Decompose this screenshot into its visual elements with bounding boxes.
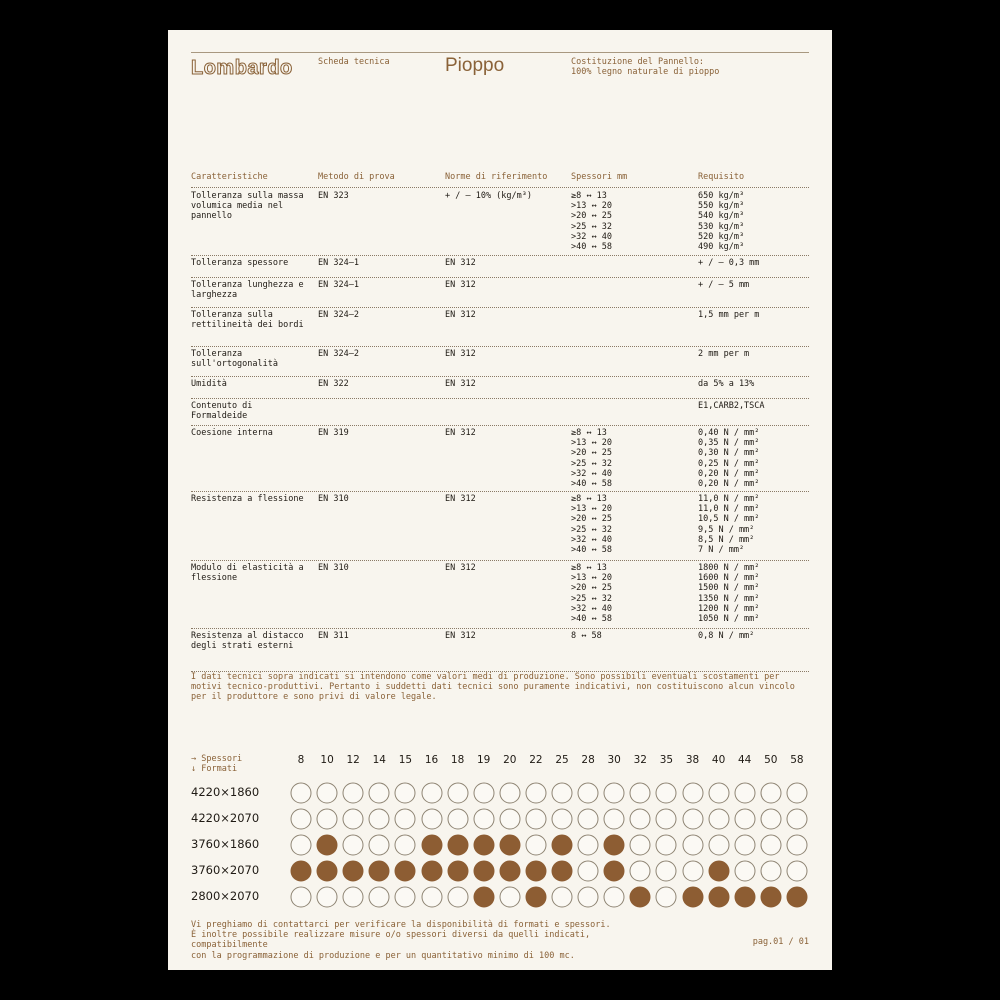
norm-cell: EN 312 — [445, 494, 476, 504]
thickness-value: ≥8 ↔ 13 — [571, 428, 607, 438]
requirement-value: 530 kg/m³ — [698, 221, 745, 232]
unavailable-dot — [604, 783, 625, 804]
table-row — [191, 277, 809, 308]
name-cell: Tolleranza sull'ortogonalità — [191, 349, 278, 370]
thickness-value: >25 ↔ 32 — [571, 593, 612, 604]
unavailable-dot — [656, 861, 677, 882]
method-cell: EN 310 — [318, 494, 349, 504]
requirement-cell — [698, 379, 754, 389]
col-header-norm: Norme di riferimento — [445, 172, 548, 182]
thickness-header: 35 — [659, 754, 674, 766]
requirement-value: 1050 N / mm² — [698, 614, 760, 625]
unavailable-dot — [734, 835, 755, 856]
unavailable-dot — [447, 783, 468, 804]
document-type: Scheda tecnica — [318, 57, 390, 67]
available-dot — [473, 887, 494, 908]
thickness-header: 20 — [503, 754, 517, 766]
thickness-header: 16 — [424, 754, 439, 766]
requirement-value: 0,30 N / mm² — [698, 448, 760, 459]
available-dot — [552, 861, 573, 882]
thickness-value: >32 ↔ 40 — [571, 534, 612, 545]
unavailable-dot — [734, 861, 755, 882]
thickness-value: >40 ↔ 58 — [571, 242, 612, 253]
available-dot — [473, 835, 494, 856]
thickness-header: 44 — [738, 754, 752, 766]
thickness-header: 58 — [790, 754, 804, 766]
thickness-cell — [571, 631, 602, 641]
unavailable-dot — [447, 887, 468, 908]
thickness-value: ≥8 ↔ 13 — [571, 191, 607, 201]
thickness-value: >25 ↔ 32 — [571, 458, 612, 469]
unavailable-dot — [525, 809, 546, 830]
thickness-header: 38 — [685, 754, 700, 766]
unavailable-dot — [786, 783, 807, 804]
thickness-value: >32 ↔ 40 — [571, 231, 612, 242]
unavailable-dot — [786, 861, 807, 882]
requirement-cell — [698, 191, 744, 252]
footer-note: Vi preghiamo di contattarci per verificare la disponibilità di formati e spessori. È inoltre possibile realizzare misure o/o spessori diversi da quelli indicati, compatibilmente con la programmazione di produzione e per un quantitativo minimo di 100 mc. — [191, 920, 611, 961]
name-cell: Tolleranza sulla massa volumica media nel pannello — [191, 191, 304, 222]
thickness-value: ≥8 ↔ 13 — [571, 494, 607, 504]
requirement-value: 0,20 N / mm² — [698, 468, 760, 479]
name-cell: Resistenza a flessione — [191, 494, 304, 504]
thickness-cell — [571, 191, 612, 252]
unavailable-dot — [343, 835, 364, 856]
requirement-value: 1,5 mm per m — [698, 310, 760, 320]
requirement-value: + / – 0,3 mm — [698, 258, 760, 268]
method-cell: EN 324–1 — [318, 280, 359, 290]
unavailable-dot — [369, 783, 390, 804]
unavailable-dot — [656, 809, 677, 830]
requirement-value: 0,25 N / mm² — [698, 458, 760, 469]
norm-cell: EN 312 — [445, 258, 476, 268]
requirement-cell — [698, 310, 759, 320]
thickness-header: 12 — [346, 754, 360, 766]
thickness-value: >32 ↔ 40 — [571, 468, 612, 479]
requirement-value: 540 kg/m³ — [698, 211, 745, 222]
requirement-value: 7 N / mm² — [698, 545, 745, 556]
unavailable-dot — [760, 783, 781, 804]
top-rule — [191, 52, 809, 53]
requirement-value: 0,40 N / mm² — [698, 428, 760, 438]
disclaimer-text: I dati tecnici sopra indicati si intendono come valori medi di produzione. Sono possibili eventuali scostamenti per motivi tecnico-produttivi. Pertanto i suddetti dati tecnici sono puramente indicativi, non costituiscono alcun vincolo per il produttore e sono privi di valore legale. — [191, 672, 795, 703]
requirement-value: 1200 N / mm² — [698, 603, 760, 614]
col-header-requirement: Requisito — [698, 172, 745, 182]
name-cell: Contenuto di Formaldeide — [191, 401, 253, 422]
unavailable-dot — [656, 887, 677, 908]
format-label: 2800×2070 — [191, 889, 260, 903]
unavailable-dot — [682, 861, 703, 882]
requirement-cell — [698, 428, 759, 489]
unavailable-dot — [578, 887, 599, 908]
requirement-cell — [698, 401, 765, 411]
requirement-value: 0,35 N / mm² — [698, 438, 760, 449]
method-cell: EN 323 — [318, 191, 349, 201]
unavailable-dot — [682, 835, 703, 856]
table-row — [191, 255, 809, 278]
name-cell: Tolleranza lunghezza e larghezza — [191, 280, 304, 301]
available-dot — [552, 835, 573, 856]
unavailable-dot — [447, 809, 468, 830]
thickness-value: >20 ↔ 25 — [571, 448, 612, 459]
method-cell: EN 310 — [318, 563, 349, 573]
unavailable-dot — [552, 783, 573, 804]
unavailable-dot — [682, 809, 703, 830]
thickness-header: 19 — [477, 754, 491, 766]
name-cell: Modulo di elasticità a flessione — [191, 563, 304, 584]
unavailable-dot — [369, 887, 390, 908]
table-row — [191, 560, 809, 629]
unavailable-dot — [473, 783, 494, 804]
unavailable-dot — [630, 809, 651, 830]
thickness-cell — [571, 428, 612, 489]
unavailable-dot — [708, 835, 729, 856]
unavailable-dot — [708, 783, 729, 804]
requirement-value: 1500 N / mm² — [698, 583, 760, 594]
available-dot — [317, 861, 338, 882]
unavailable-dot — [473, 809, 494, 830]
thickness-value: >20 ↔ 25 — [571, 514, 612, 525]
available-dot — [421, 861, 442, 882]
unavailable-dot — [395, 783, 416, 804]
thickness-header: 40 — [711, 754, 726, 766]
unavailable-dot — [604, 887, 625, 908]
requirement-value: da 5% a 13% — [698, 379, 755, 389]
thickness-value: >13 ↔ 20 — [571, 438, 612, 449]
unavailable-dot — [552, 809, 573, 830]
unavailable-dot — [525, 835, 546, 856]
norm-cell: EN 312 — [445, 428, 476, 438]
thickness-value: 8 ↔ 58 — [571, 631, 602, 641]
unavailable-dot — [630, 835, 651, 856]
unavailable-dot — [656, 783, 677, 804]
unavailable-dot — [395, 809, 416, 830]
unavailable-dot — [604, 809, 625, 830]
available-dot — [473, 861, 494, 882]
available-dot — [291, 861, 312, 882]
unavailable-dot — [786, 835, 807, 856]
requirement-value: + / – 5 mm — [698, 280, 750, 290]
norm-cell: EN 312 — [445, 563, 476, 573]
thickness-header: 15 — [398, 754, 413, 766]
thickness-value: >20 ↔ 25 — [571, 211, 612, 222]
method-cell: EN 311 — [318, 631, 349, 641]
method-cell: EN 322 — [318, 379, 349, 389]
unavailable-dot — [291, 783, 312, 804]
format-label: 3760×2070 — [191, 863, 260, 877]
unavailable-dot — [317, 887, 338, 908]
unavailable-dot — [630, 783, 651, 804]
composition-note: Costituzione del Pannello: 100% legno naturale di pioppo — [571, 57, 720, 78]
thickness-value: >32 ↔ 40 — [571, 603, 612, 614]
name-cell: Tolleranza sulla rettilineità dei bordi — [191, 310, 304, 331]
method-cell: EN 324–2 — [318, 349, 359, 359]
available-dot — [499, 861, 520, 882]
thickness-cell — [571, 494, 612, 555]
thickness-header: 14 — [372, 754, 386, 766]
thickness-value: >20 ↔ 25 — [571, 583, 612, 594]
available-dot — [734, 887, 755, 908]
unavailable-dot — [786, 809, 807, 830]
thickness-value: ≥8 ↔ 13 — [571, 563, 607, 573]
col-header-characteristics: Caratteristiche — [191, 172, 268, 182]
unavailable-dot — [343, 783, 364, 804]
method-cell: EN 324–1 — [318, 258, 359, 268]
table-row — [191, 346, 809, 377]
requirement-cell — [698, 258, 759, 268]
available-dot — [630, 887, 651, 908]
available-dot — [604, 861, 625, 882]
thickness-header: 10 — [320, 754, 334, 766]
thickness-header: 22 — [529, 754, 543, 766]
table-row — [191, 398, 809, 426]
table-row — [191, 628, 809, 672]
thickness-value: >13 ↔ 20 — [571, 201, 612, 212]
unavailable-dot — [317, 783, 338, 804]
requirement-cell — [698, 349, 749, 359]
unavailable-dot — [291, 835, 312, 856]
name-cell: Tolleranza spessore — [191, 258, 289, 268]
available-dot — [525, 887, 546, 908]
brand-logo: Lombardo — [191, 57, 293, 79]
unavailable-dot — [291, 809, 312, 830]
unavailable-dot — [499, 887, 520, 908]
requirement-value: E1,CARB2,TSCA — [698, 401, 765, 411]
unavailable-dot — [343, 809, 364, 830]
thickness-value: >25 ↔ 32 — [571, 524, 612, 535]
available-dot — [369, 861, 390, 882]
name-cell: Umidità — [191, 379, 227, 389]
unavailable-dot — [525, 783, 546, 804]
unavailable-dot — [552, 887, 573, 908]
requirement-value: 2 mm per m — [698, 349, 750, 359]
unavailable-dot — [578, 861, 599, 882]
thickness-value: >40 ↔ 58 — [571, 545, 612, 556]
requirement-value: 550 kg/m³ — [698, 201, 745, 212]
format-label: 4220×1860 — [191, 785, 260, 799]
unavailable-dot — [499, 809, 520, 830]
unavailable-dot — [369, 835, 390, 856]
requirement-value: 10,5 N / mm² — [698, 514, 760, 525]
table-row — [191, 425, 809, 492]
requirement-value: 11,0 N / mm² — [698, 504, 760, 515]
available-dot — [343, 861, 364, 882]
requirement-value: 11,0 N / mm² — [698, 494, 760, 504]
available-dot — [447, 861, 468, 882]
thickness-header: 18 — [450, 754, 465, 766]
name-cell: Resistenza al distacco degli strati esterni — [191, 631, 304, 652]
table-row — [191, 376, 809, 399]
requirement-value: 520 kg/m³ — [698, 231, 745, 242]
available-dot — [708, 861, 729, 882]
available-dot — [499, 835, 520, 856]
table-row — [191, 491, 809, 561]
unavailable-dot — [499, 783, 520, 804]
unavailable-dot — [682, 783, 703, 804]
requirement-value: 1350 N / mm² — [698, 593, 760, 604]
thickness-header: 30 — [607, 754, 621, 766]
thickness-value: >13 ↔ 20 — [571, 504, 612, 515]
thickness-header: 50 — [764, 754, 778, 766]
unavailable-dot — [656, 835, 677, 856]
requirement-value: 0,20 N / mm² — [698, 479, 760, 490]
available-dot — [708, 887, 729, 908]
requirement-value: 490 kg/m³ — [698, 242, 745, 253]
availability-axis-label: → Spessori ↓ Formati — [191, 754, 243, 775]
thickness-value: >25 ↔ 32 — [571, 221, 612, 232]
thickness-value: >40 ↔ 58 — [571, 479, 612, 490]
norm-cell: EN 312 — [445, 280, 476, 290]
thickness-header: 25 — [555, 754, 569, 766]
requirement-cell — [698, 280, 749, 290]
unavailable-dot — [395, 887, 416, 908]
method-cell: EN 324–2 — [318, 310, 359, 320]
unavailable-dot — [395, 835, 416, 856]
unavailable-dot — [578, 835, 599, 856]
unavailable-dot — [578, 783, 599, 804]
requirement-value: 650 kg/m³ — [698, 191, 745, 201]
requirement-value: 9,5 N / mm² — [698, 524, 755, 535]
thickness-header: 28 — [581, 754, 595, 766]
thickness-cell — [571, 563, 612, 624]
page-number: pag.01 / 01 — [752, 937, 809, 947]
requirement-cell — [698, 631, 754, 641]
available-dot — [395, 861, 416, 882]
available-dot — [682, 887, 703, 908]
thickness-header: 8 — [297, 754, 305, 766]
table-row — [191, 188, 809, 256]
available-dot — [317, 835, 338, 856]
thickness-header: 32 — [633, 754, 647, 766]
unavailable-dot — [630, 861, 651, 882]
col-header-thickness: Spessori mm — [571, 172, 628, 182]
product-name: Pioppo — [445, 55, 505, 76]
unavailable-dot — [734, 783, 755, 804]
requirement-value: 0,8 N / mm² — [698, 631, 755, 641]
available-dot — [760, 887, 781, 908]
table-row — [191, 307, 809, 347]
unavailable-dot — [369, 809, 390, 830]
datasheet-page — [168, 30, 832, 970]
requirement-value: 1800 N / mm² — [698, 563, 760, 573]
unavailable-dot — [421, 809, 442, 830]
norm-cell: EN 312 — [445, 379, 476, 389]
format-label: 4220×2070 — [191, 811, 260, 825]
available-dot — [604, 835, 625, 856]
norm-cell: EN 312 — [445, 631, 476, 641]
available-dot — [421, 835, 442, 856]
method-cell: EN 319 — [318, 428, 349, 438]
unavailable-dot — [760, 809, 781, 830]
requirement-cell — [698, 563, 759, 624]
unavailable-dot — [291, 887, 312, 908]
unavailable-dot — [421, 783, 442, 804]
format-label: 3760×1860 — [191, 837, 260, 851]
thickness-value: >40 ↔ 58 — [571, 614, 612, 625]
unavailable-dot — [421, 887, 442, 908]
col-header-method: Metodo di prova — [318, 172, 395, 182]
requirement-cell — [698, 494, 759, 555]
unavailable-dot — [760, 861, 781, 882]
requirement-value: 1600 N / mm² — [698, 573, 760, 584]
unavailable-dot — [343, 887, 364, 908]
norm-cell: + / – 10% (kg/m³) — [445, 191, 532, 201]
norm-cell: EN 312 — [445, 349, 476, 359]
unavailable-dot — [708, 809, 729, 830]
thickness-value: >13 ↔ 20 — [571, 573, 612, 584]
norm-cell: EN 312 — [445, 310, 476, 320]
available-dot — [447, 835, 468, 856]
available-dot — [525, 861, 546, 882]
name-cell: Coesione interna — [191, 428, 273, 438]
unavailable-dot — [760, 835, 781, 856]
requirement-value: 8,5 N / mm² — [698, 534, 755, 545]
unavailable-dot — [317, 809, 338, 830]
unavailable-dot — [578, 809, 599, 830]
available-dot — [786, 887, 807, 908]
unavailable-dot — [734, 809, 755, 830]
